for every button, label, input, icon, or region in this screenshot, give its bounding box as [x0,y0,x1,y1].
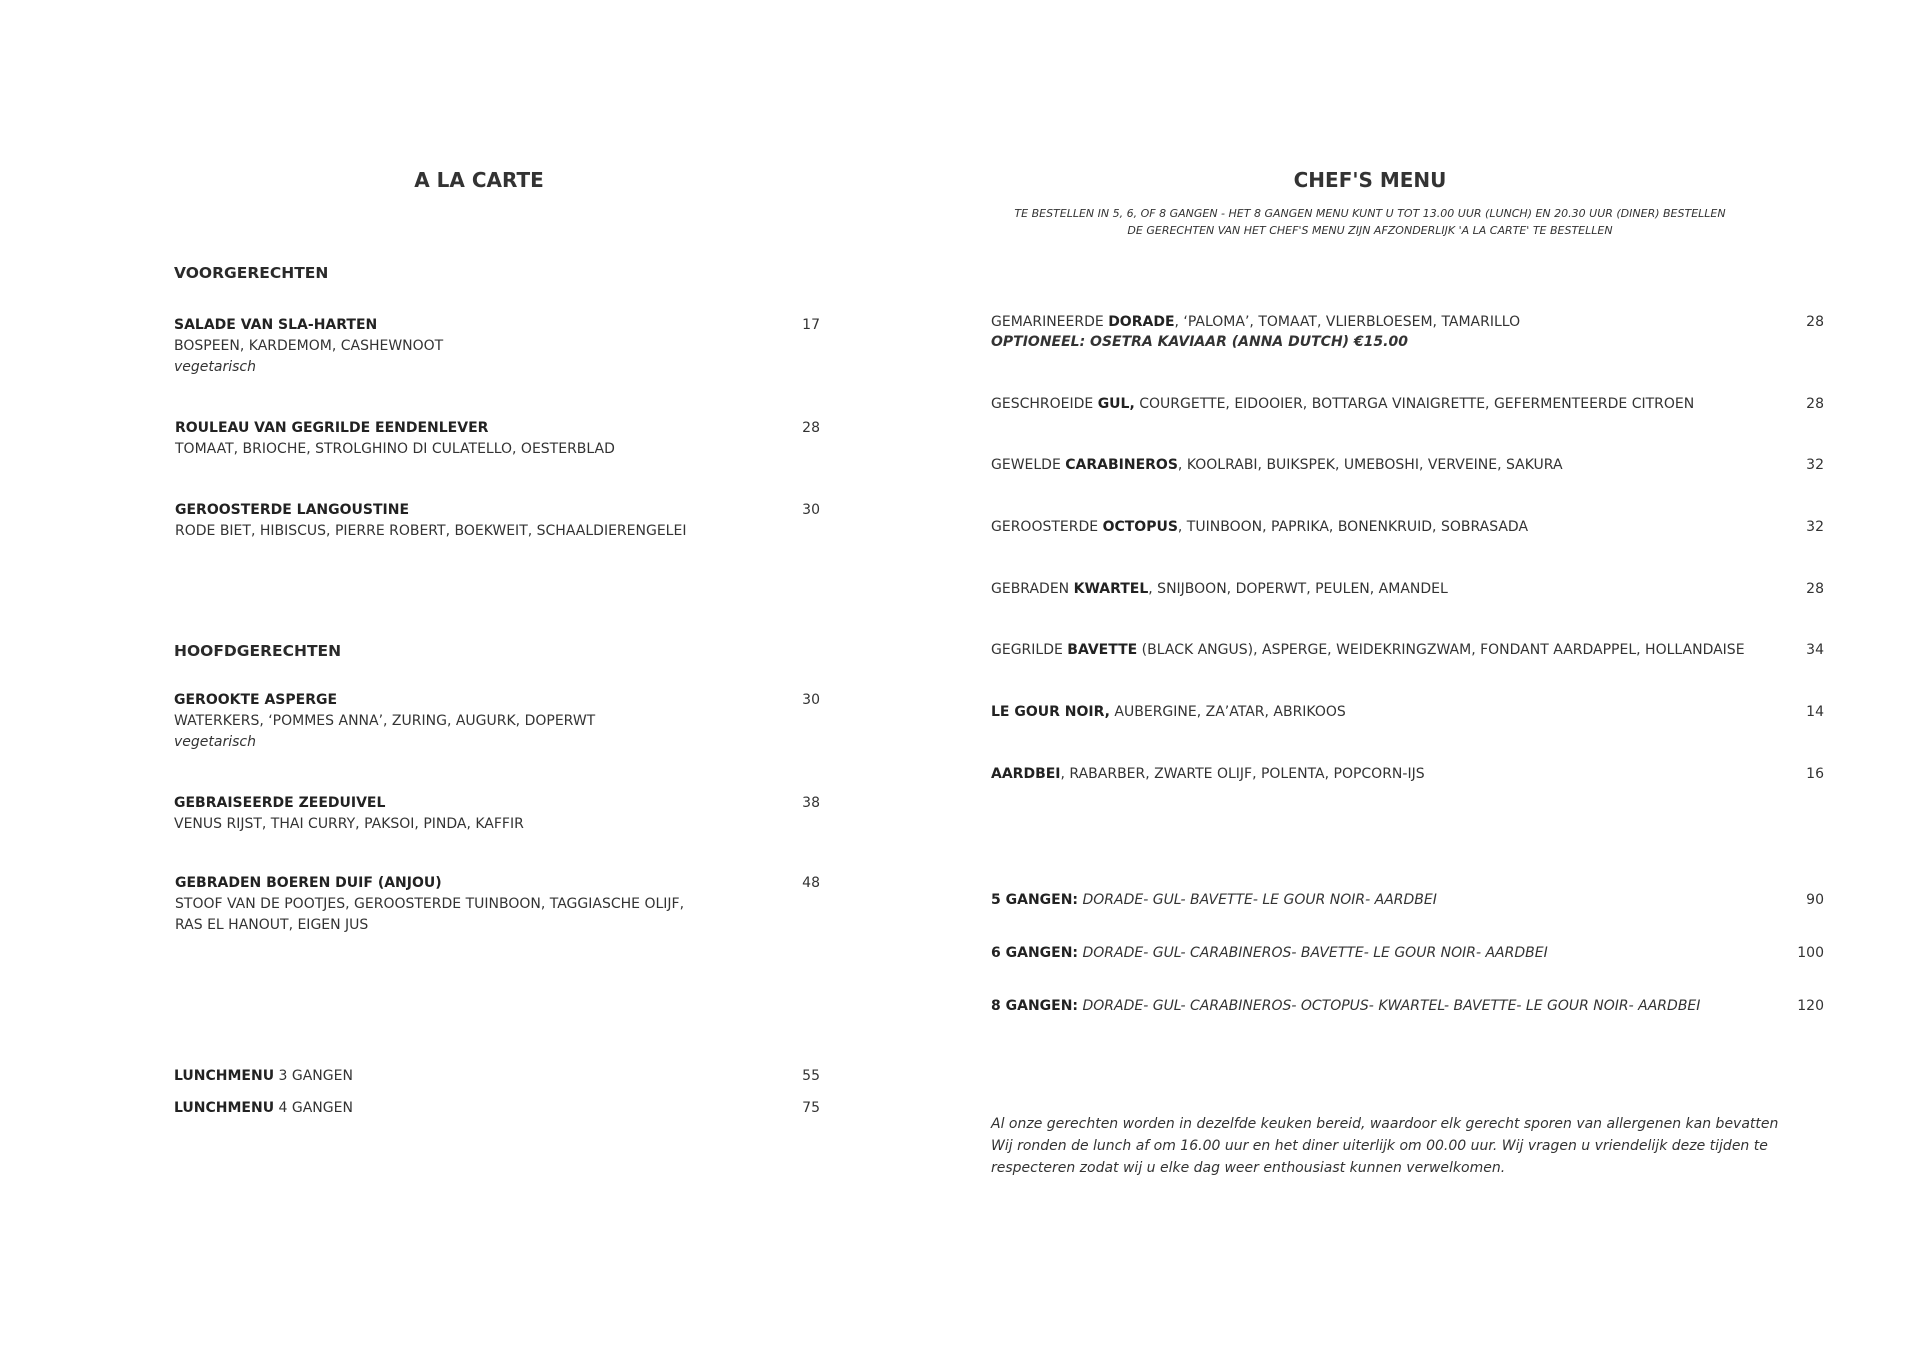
chef-dish-post: COURGETTE, EIDOOIER, BOTTARGA VINAIGRETTE, GEFERMENTEERDE CITROEN [1134,396,1695,412]
dish-note: vegetarisch [174,734,256,750]
dish-name: SALADE VAN SLA-HARTEN [174,317,378,333]
chef-dish-dorade [991,314,1751,350]
dish-price: 17 [802,317,820,333]
lunchmenu-3 [174,1066,353,1087]
course-option-6 [991,945,1548,961]
dish-name: GEROOSTERDE LANGOUSTINE [175,502,410,518]
dish-price: 30 [802,502,820,518]
chef-dish-pre: GESCHROEIDE [991,396,1098,412]
chef-dish-post: , KOOLRABI, BUIKSPEK, UMEBOSHI, VERVEINE, SAKURA [1177,457,1563,473]
course-price: 120 [1797,998,1824,1014]
chef-dish-price: 28 [1806,314,1824,330]
chef-dish-main: KWARTEL [1073,581,1149,597]
dish-desc-line2: RAS EL HANOUT, EIGEN JUS [175,917,369,933]
dish-price: 28 [802,420,820,436]
dish-name: GEROOKTE ASPERGE [174,692,338,708]
lunchmenu-courses: 3 GANGEN [274,1068,353,1084]
chef-dish-post: , RABARBER, ZWARTE OLIJF, POLENTA, POPCORN-IJS [1060,766,1425,782]
chef-dish-main: OCTOPUS [1102,519,1178,535]
course-option-5 [991,892,1437,908]
dish-desc: VENUS RIJST, THAI CURRY, PAKSOI, PINDA, KAFFIR [174,816,524,832]
chef-dish-carabineros [991,457,1751,473]
chef-dish-price: 28 [1806,396,1824,412]
dish-langoustine [175,500,795,542]
dish-zeeduivel [174,793,794,835]
voorgerechten-heading: VOORGERECHTEN [174,264,329,282]
dish-desc: TOMAAT, BRIOCHE, STROLGHINO DI CULATELLO, OESTERBLAD [175,441,615,457]
dish-desc: WATERKERS, ‘POMMES ANNA’, ZURING, AUGURK, DOPERWT [174,713,596,729]
hoofdgerechten-heading: HOOFDGERECHTEN [174,642,342,660]
chef-dish-main: LE GOUR NOIR, [991,704,1110,720]
dish-price: 38 [802,795,820,811]
chef-dish-price: 34 [1806,642,1824,658]
dish-rouleau [175,418,795,460]
chef-dish-kwartel [991,581,1751,597]
footer-line: Wij ronden de lunch af om 16.00 uur en het diner uiterlijk om 00.00 uur. Wij vragen u vriendelijk deze tijden te [991,1138,1768,1154]
dish-duif [175,873,795,936]
dish-price: 48 [802,875,820,891]
chef-dish-post: , TUINBOON, PAPRIKA, BONENKRUID, SOBRASADA [1177,519,1529,535]
chef-dish-price: 14 [1806,704,1824,720]
chef-dish-post: , ‘PALOMA’, TOMAAT, VLIERBLOESEM, TAMARILLO [1174,314,1521,330]
chef-dish-pre: GEWELDE [991,457,1066,473]
chef-dish-price: 16 [1806,766,1824,782]
chef-dish-main: CARABINEROS [1065,457,1178,473]
chef-dish-price: 28 [1806,581,1824,597]
chef-dish-pre: GEBRADEN [991,581,1074,597]
lunchmenu-label: LUNCHMENU [174,1068,275,1084]
chefs-menu-title: CHEF'S MENU [1293,168,1447,192]
chef-dish-main: GUL, [1097,396,1135,412]
chef-dish-pre: GEROOSTERDE [991,519,1103,535]
allergen-note [991,1113,1791,1179]
course-price: 100 [1797,945,1824,961]
chef-dish-main: BAVETTE [1067,642,1138,658]
chef-dish-aardbei [991,766,1751,782]
lunchmenu-courses: 4 GANGEN [274,1100,353,1116]
dish-desc: BOSPEEN, KARDEMOM, CASHEWNOOT [174,338,444,354]
course-label: 5 GANGEN: [991,892,1079,908]
chef-dish-octopus [991,519,1751,535]
dish-asperge [174,690,794,753]
chef-dish-main: DORADE [1108,314,1175,330]
course-option-8 [991,998,1700,1014]
lunchmenu-label: LUNCHMENU [174,1100,275,1116]
chefs-menu-subtitle-1: TE BESTELLEN IN 5, 6, OF 8 GANGEN - HET 8 GANGEN MENU KUNT U TOT 13.00 UUR (LUNCH) EN 20.30 UUR (DINER) BESTELLEN [1014,207,1726,220]
footer-line: Al onze gerechten worden in dezelfde keuken bereid, waardoor elk gerecht sporen van allergenen kan bevatten [991,1116,1779,1132]
chef-dish-post: (BLACK ANGUS), ASPERGE, WEIDEKRINGZWAM, FONDANT AARDAPPEL, HOLLANDAISE [1137,642,1745,658]
course-dishes: DORADE- GUL- CARABINEROS- OCTOPUS- KWARTEL- BAVETTE- LE GOUR NOIR- AARDBEI [1078,998,1701,1014]
lunchmenu-4 [174,1098,353,1119]
dish-salade [174,315,794,378]
chef-dish-bavette [991,642,1751,658]
dish-price: 30 [802,692,820,708]
dish-desc: RODE BIET, HIBISCUS, PIERRE ROBERT, BOEKWEIT, SCHAALDIERENGELEI [175,523,687,539]
chef-dish-gul [991,396,1751,412]
chef-dish-main: AARDBEI [991,766,1061,782]
footer-line: respecteren zodat wij u elke dag weer enthousiast kunnen verwelkomen. [991,1160,1506,1176]
dish-name: ROULEAU VAN GEGRILDE EENDENLEVER [175,420,489,436]
chef-dish-pre: GEGRILDE [991,642,1068,658]
chef-dish-gour-noir [991,704,1751,720]
chef-dish-post: AUBERGINE, ZA’ATAR, ABRIKOOS [1109,704,1346,720]
a-la-carte-title: A LA CARTE [414,168,544,192]
course-dishes: DORADE- GUL- BAVETTE- LE GOUR NOIR- AARDBEI [1078,892,1437,908]
chef-dish-price: 32 [1806,519,1824,535]
course-label: 6 GANGEN: [991,945,1079,961]
dish-name: GEBRADEN BOEREN DUIF (ANJOU) [175,875,442,891]
course-label: 8 GANGEN: [991,998,1079,1014]
course-price: 90 [1806,892,1824,908]
chef-dish-price: 32 [1806,457,1824,473]
dish-name: GEBRAISEERDE ZEEDUIVEL [174,795,386,811]
chef-dish-post: , SNIJBOON, DOPERWT, PEULEN, AMANDEL [1148,581,1448,597]
lunchmenu-price: 75 [802,1100,820,1116]
chef-dish-option: OPTIONEEL: OSETRA KAVIAAR (ANNA DUTCH) €15.00 [991,334,1408,350]
lunchmenu-price: 55 [802,1068,820,1084]
chef-dish-pre: GEMARINEERDE [991,314,1109,330]
course-dishes: DORADE- GUL- CARABINEROS- BAVETTE- LE GOUR NOIR- AARDBEI [1078,945,1548,961]
dish-desc: STOOF VAN DE POOTJES, GEROOSTERDE TUINBOON, TAGGIASCHE OLIJF, [175,896,685,912]
chefs-menu-subtitle-2: DE GERECHTEN VAN HET CHEF'S MENU ZIJN AFZONDERLIJK 'A LA CARTE' TE BESTELLEN [1127,224,1613,237]
dish-note: vegetarisch [174,359,256,375]
